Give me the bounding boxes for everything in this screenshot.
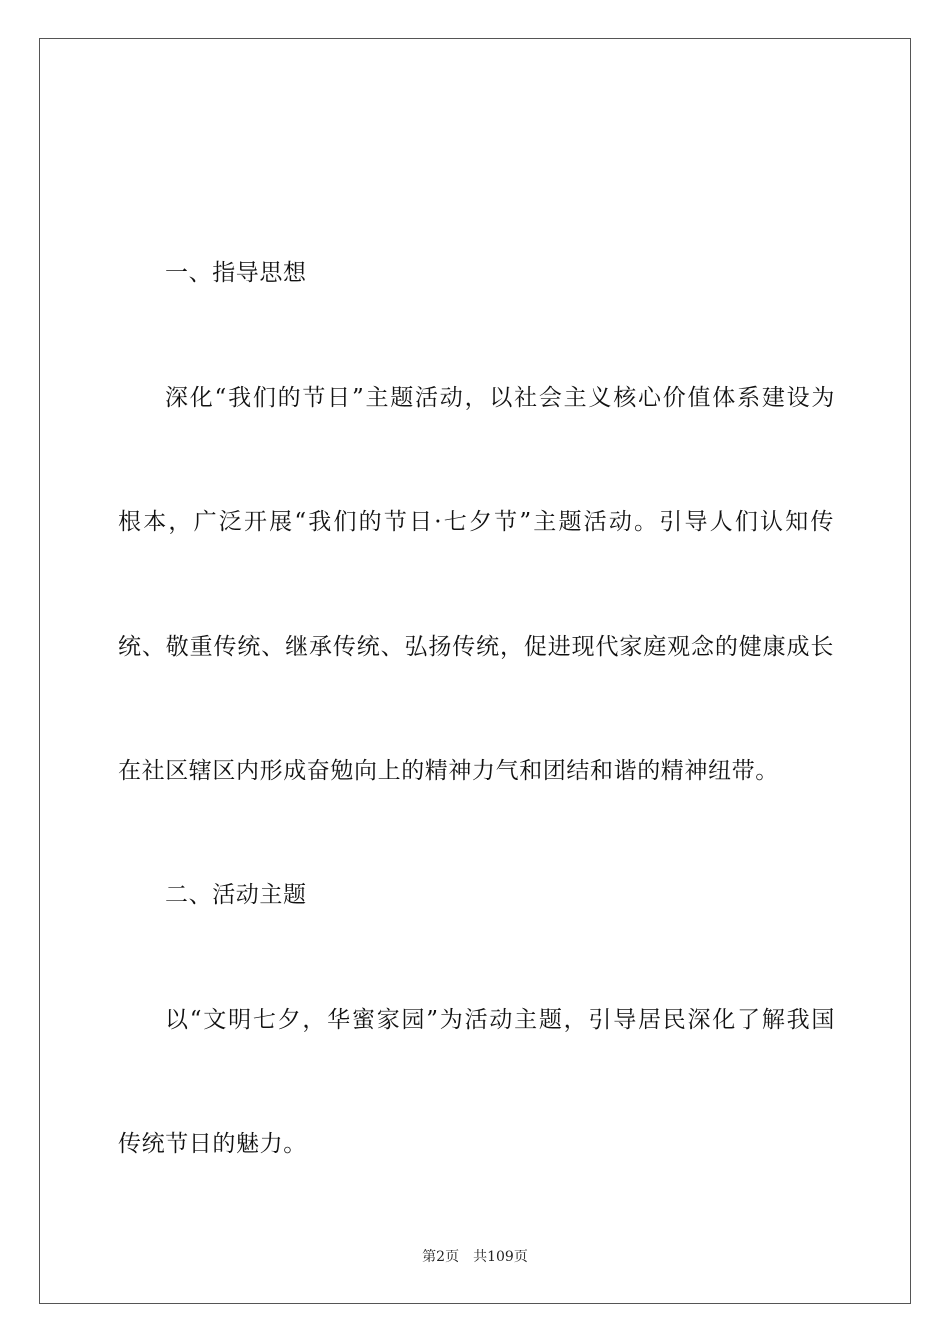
paragraph-2-line-1: 以“文明七夕，华蜜家园”为活动主题，引导居民深化了解我国 — [165, 1007, 835, 1033]
section-heading-activity-theme: 二、活动主题 — [165, 882, 307, 908]
page-border — [39, 38, 911, 1304]
page-number-current: 第2页 — [422, 1249, 460, 1265]
paragraph-1-line-4: 在社区辖区内形成奋勉向上的精神力气和团结和谐的精神纽带。 — [118, 758, 779, 784]
section-heading-guiding-ideology: 一、指导思想 — [165, 260, 307, 286]
page-footer — [0, 1248, 950, 1266]
page-number-total: 共109页 — [473, 1249, 528, 1265]
paragraph-1-line-3: 统、敬重传统、继承传统、弘扬传统，促进现代家庭观念的健康成长 — [118, 634, 834, 660]
paragraph-1-line-1: 深化“我们的节日”主题活动，以社会主义核心价值体系建设为 — [165, 385, 835, 411]
paragraph-2-line-2: 传统节日的魅力。 — [118, 1131, 307, 1157]
paragraph-1-line-2: 根本，广泛开展“我们的节日·七夕节”主题活动。引导人们认知传 — [118, 509, 834, 535]
